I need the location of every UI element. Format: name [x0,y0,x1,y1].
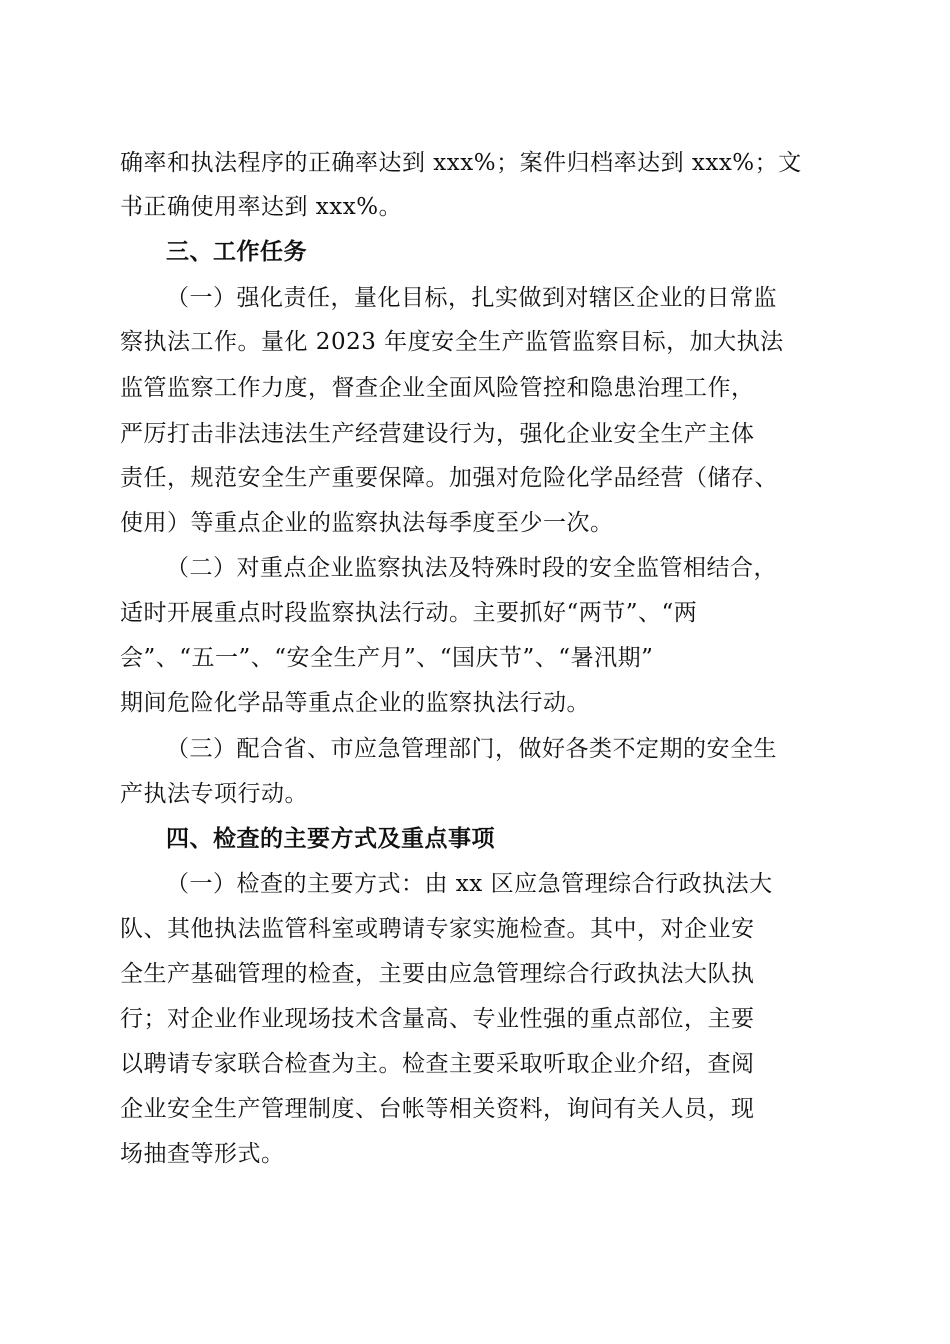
text-line: 责任，规范安全生产重要保障。加强对危险化学品经营（储存、 [120,465,778,491]
text-line: 确率和执法程序的正确率达到 xxx%；案件归档率达到 xxx%；文 [120,150,802,176]
text-line: 企业安全生产管理制度、台帐等相关资料，询问有关人员，现 [120,1096,755,1122]
text-line: 严厉打击非法违法生产经营建设行为，强化企业安全生产主体 [120,421,755,447]
section-heading: 三、工作任务 [166,239,307,265]
text-line: 适时开展重点时段监察执法行动。主要抓好“两节”、“两 [120,600,698,626]
text-line: （一）强化责任，量化目标，扎实做到对辖区企业的日常监 [166,285,777,311]
text-line: 察执法工作。量化 2023 年度安全生产监管监察目标，加大执法 [120,329,784,355]
text-line: 期间危险化学品等重点企业的监察执法行动。 [120,690,590,716]
section-heading: 四、检查的主要方式及重点事项 [166,826,495,852]
text-line: （二）对重点企业监察执法及特殊时段的安全监管相结合， [166,555,777,581]
text-line: 行；对企业作业现场技术含量高、专业性强的重点部位，主要 [120,1006,755,1032]
text-line: 场抽查等形式。 [120,1141,285,1167]
text-line: 全生产基础管理的检查，主要由应急管理综合行政执法大队执 [120,961,755,987]
text-line: （一）检查的主要方式：由 xx 区应急管理综合行政执法大 [166,871,773,897]
text-line: 监管监察工作力度，督查企业全面风险管控和隐患治理工作， [120,375,755,401]
text-line: （三）配合省、市应急管理部门，做好各类不定期的安全生 [166,736,777,762]
text-line: 以聘请专家联合检查为主。检查主要采取听取企业介绍，查阅 [120,1051,755,1077]
text-line: 书正确使用率达到 xxx%。 [120,194,403,220]
text-line: 产执法专项行动。 [120,781,308,807]
text-line: 队、其他执法监管科室或聘请专家实施检查。其中，对企业安 [120,916,755,942]
text-line: 会”、“五一”、“安全生产月”、“国庆节”、“暑汛期” [120,645,654,671]
text-line: 使用）等重点企业的监察执法每季度至少一次。 [120,510,614,536]
